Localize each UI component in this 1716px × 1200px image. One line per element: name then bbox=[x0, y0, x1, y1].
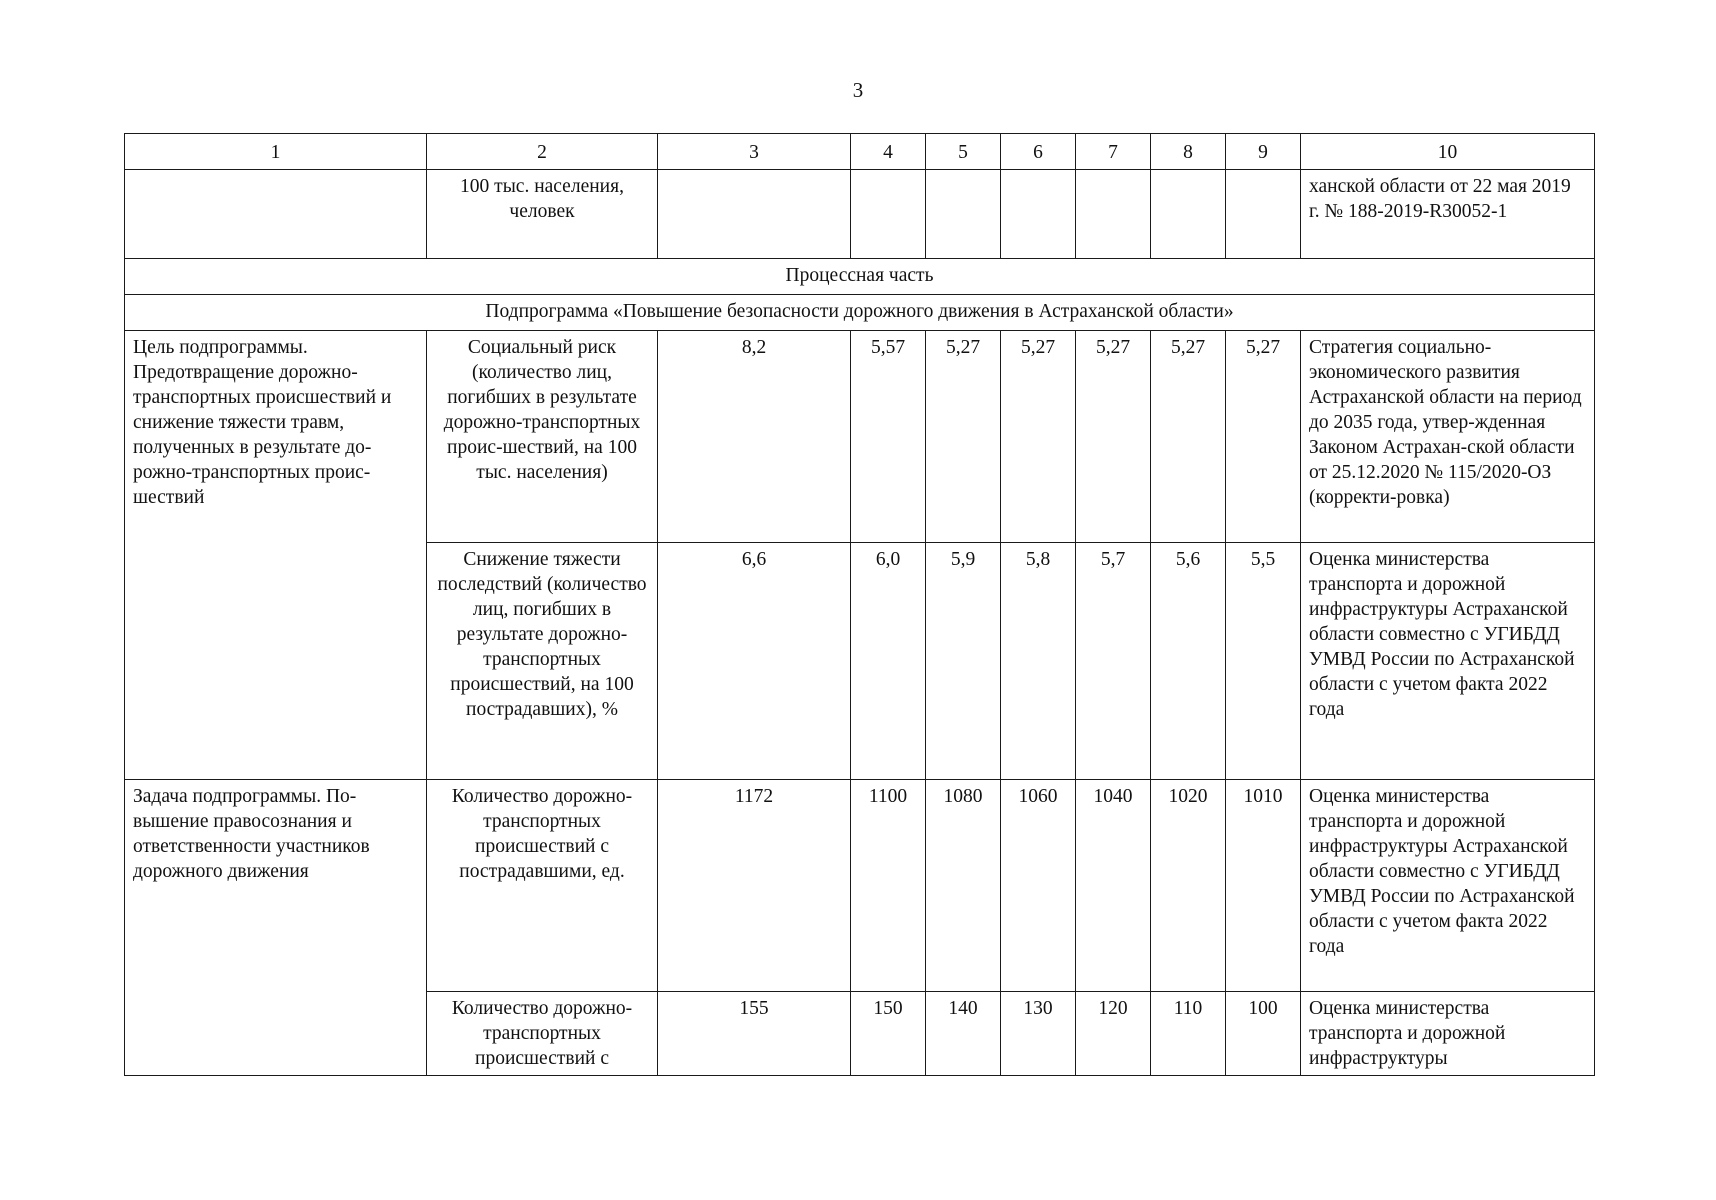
section-title: Процессная часть bbox=[125, 259, 1595, 295]
value-cell: 5,9 bbox=[926, 543, 1001, 780]
value-cell: 5,27 bbox=[1076, 331, 1151, 543]
value-cell: 110 bbox=[1151, 992, 1226, 1076]
goal-cell: Цель подпрограммы. Предотвращение дорожно-транспортных происшествий и снижение тяжести травм, полученных в результате до-рожно-транспортных проис-шествий bbox=[125, 331, 427, 780]
value-cell: 1020 bbox=[1151, 780, 1226, 992]
value-cell: 8,2 bbox=[658, 331, 851, 543]
value-cell: 155 bbox=[658, 992, 851, 1076]
value-cell: 5,5 bbox=[1226, 543, 1301, 780]
page-number: 3 bbox=[852, 78, 864, 102]
continuation-row bbox=[125, 170, 1595, 259]
value-cell: 1060 bbox=[1001, 780, 1076, 992]
column-header: 4 bbox=[851, 134, 926, 170]
source-cell: Оценка министерства транспорта и дорожной инфраструктуры Астраханской области совместно с УГИБДД УМВД России по Астраханской области с учетом факта 2022 года bbox=[1301, 543, 1595, 780]
column-header: 5 bbox=[926, 134, 1001, 170]
table-cell bbox=[926, 170, 1001, 259]
value-cell: 5,57 bbox=[851, 331, 926, 543]
table-row bbox=[125, 331, 1595, 543]
value-cell: 100 bbox=[1226, 992, 1301, 1076]
value-cell: 5,27 bbox=[1001, 331, 1076, 543]
table-cell bbox=[1001, 170, 1076, 259]
table-cell bbox=[1151, 170, 1226, 259]
table-cell bbox=[1076, 170, 1151, 259]
value-cell: 6,6 bbox=[658, 543, 851, 780]
column-header: 2 bbox=[427, 134, 658, 170]
indicator-cell: Снижение тяжести последствий (количество лиц, погибших в результате дорожно-транспортных происшествий, на 100 пострадавших), % bbox=[427, 543, 658, 780]
source-cell: Оценка министерства транспорта и дорожной инфраструктуры bbox=[1301, 992, 1595, 1076]
value-cell: 140 bbox=[926, 992, 1001, 1076]
table-cell bbox=[125, 170, 427, 259]
section-row bbox=[125, 259, 1595, 295]
value-cell: 1040 bbox=[1076, 780, 1151, 992]
table-cell bbox=[658, 170, 851, 259]
value-cell: 1080 bbox=[926, 780, 1001, 992]
task-cell: Задача подпрограммы. По-вышение правосознания и ответственности участников дорожного движения bbox=[125, 780, 427, 1076]
indicator-cell: 100 тыс. населения, человек bbox=[427, 170, 658, 259]
source-cell: Оценка министерства транспорта и дорожной инфраструктуры Астраханской области совместно с УГИБДД УМВД России по Астраханской области с учетом факта 2022 года bbox=[1301, 780, 1595, 992]
value-cell: 1172 bbox=[658, 780, 851, 992]
value-cell: 5,27 bbox=[926, 331, 1001, 543]
value-cell: 5,27 bbox=[1151, 331, 1226, 543]
value-cell: 130 bbox=[1001, 992, 1076, 1076]
value-cell: 5,7 bbox=[1076, 543, 1151, 780]
table-cell bbox=[851, 170, 926, 259]
value-cell: 150 bbox=[851, 992, 926, 1076]
value-cell: 120 bbox=[1076, 992, 1151, 1076]
column-header: 10 bbox=[1301, 134, 1595, 170]
indicator-cell: Количество дорожно-транспортных происшествий с bbox=[427, 992, 658, 1076]
indicators-table bbox=[124, 133, 1595, 1076]
value-cell: 5,27 bbox=[1226, 331, 1301, 543]
value-cell: 5,8 bbox=[1001, 543, 1076, 780]
source-cell: ханской области от 22 мая 2019 г. № 188-2019-R30052-1 bbox=[1301, 170, 1595, 259]
column-header: 6 bbox=[1001, 134, 1076, 170]
column-header: 7 bbox=[1076, 134, 1151, 170]
value-cell: 5,6 bbox=[1151, 543, 1226, 780]
column-header: 3 bbox=[658, 134, 851, 170]
source-cell: Стратегия социально-экономического развития Астраханской области на период до 2035 года, утвер-жденная Законом Астрахан-ской области от 25.12.2020 № 115/2020-ОЗ (корректи-ровка) bbox=[1301, 331, 1595, 543]
column-header: 9 bbox=[1226, 134, 1301, 170]
table-row bbox=[125, 780, 1595, 992]
indicator-cell: Социальный риск (количество лиц, погибших в результате дорожно-транспортных проис-шествий, на 100 тыс. населения) bbox=[427, 331, 658, 543]
value-cell: 6,0 bbox=[851, 543, 926, 780]
subprogram-row bbox=[125, 295, 1595, 331]
header-row bbox=[125, 134, 1595, 170]
column-header: 1 bbox=[125, 134, 427, 170]
value-cell: 1010 bbox=[1226, 780, 1301, 992]
indicator-cell: Количество дорожно-транспортных происшествий с пострадавшими, ед. bbox=[427, 780, 658, 992]
value-cell: 1100 bbox=[851, 780, 926, 992]
column-header: 8 bbox=[1151, 134, 1226, 170]
table-cell bbox=[1226, 170, 1301, 259]
subprogram-title: Подпрограмма «Повышение безопасности дорожного движения в Астраханской области» bbox=[125, 295, 1595, 331]
